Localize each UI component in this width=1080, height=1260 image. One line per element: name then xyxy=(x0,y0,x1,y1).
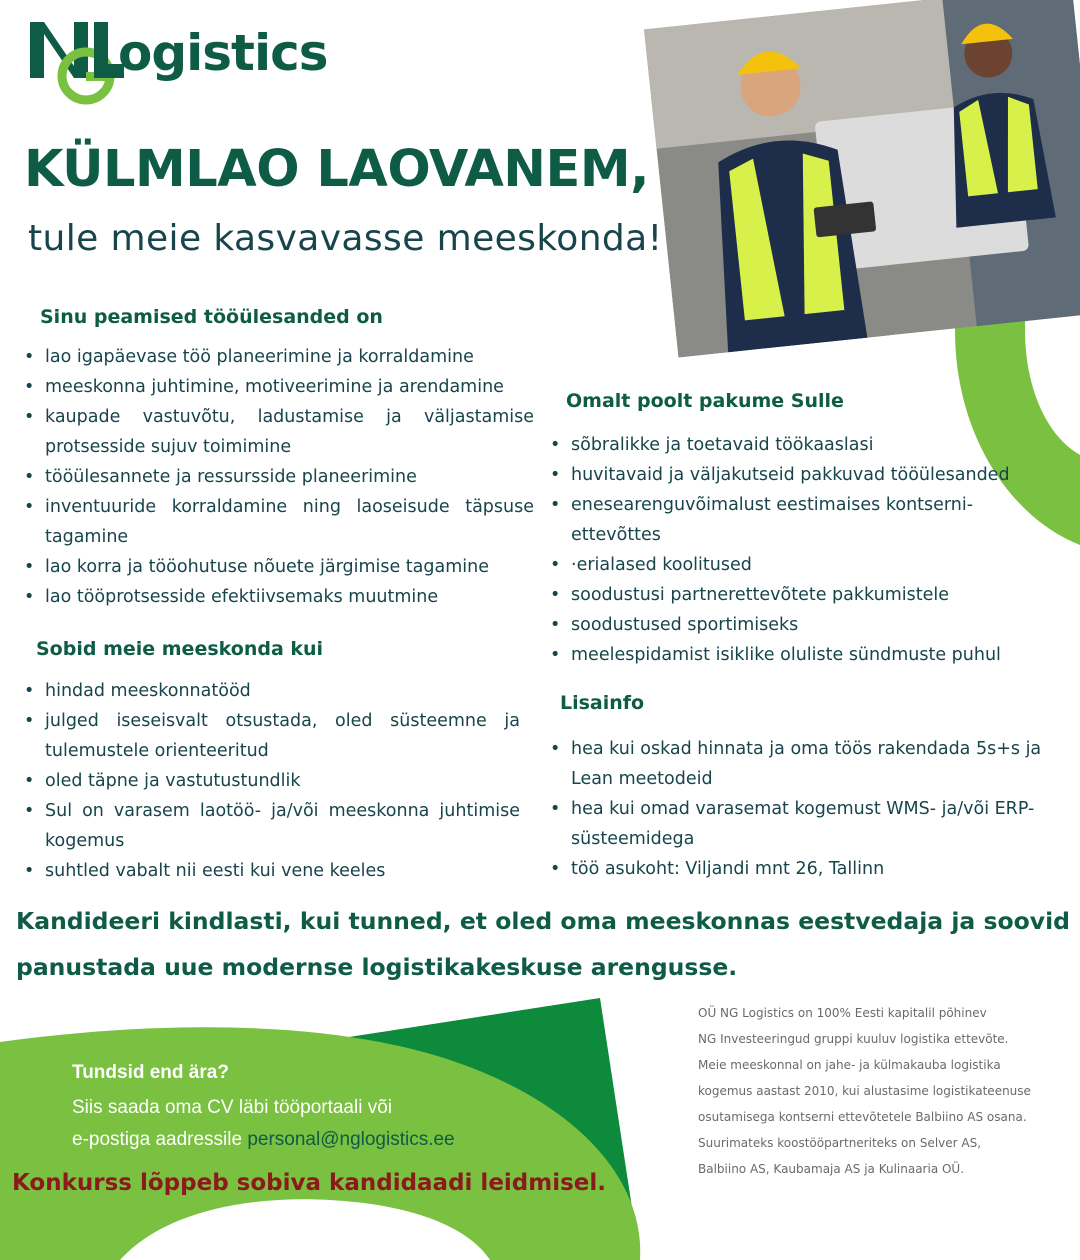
list-item: • suhtled vabalt nii eesti kui vene keeles xyxy=(24,856,520,886)
list-item: • hea kui omad varasemat kogemust WMS- ja/või ERP-süsteemidega xyxy=(550,794,1072,854)
list-item: • inventuuride korraldamine ning laoseisude täpsuse tagamine xyxy=(24,492,534,552)
company-line: Balbiino AS, Kaubamaja AS ja Kulinaaria OÜ. xyxy=(698,1162,965,1176)
list-item: • hindad meeskonnatööd xyxy=(24,676,520,706)
list-item: • oled täpne ja vastutustundlik xyxy=(24,766,520,796)
offer-list xyxy=(550,430,1050,670)
list-item: • lao korra ja tööohutuse nõuete järgimise tagamine xyxy=(24,552,534,582)
company-line: kogemus aastast 2010, kui alustasime logistikateenuse xyxy=(698,1084,1031,1098)
list-item: • Sul on varasem laotöö- ja/või meeskonna juhtimise kogemus xyxy=(24,796,520,856)
company-line: Suurimateks koostööpartneriteks on Selver AS, xyxy=(698,1136,982,1150)
list-item: • huvitavaid ja väljakutseid pakkuvad tööülesanded xyxy=(550,460,1050,490)
company-info xyxy=(698,1000,1058,1182)
list-item: • lao igapäevase töö planeerimine ja korraldamine xyxy=(24,342,534,372)
list-item: • enesearenguvõimalust eestimaises kontserni-ettevõttes xyxy=(550,490,1000,550)
company-line: Meie meeskonnal on jahe- ja külmakauba logistika xyxy=(698,1058,1001,1072)
logo-text: ogistics xyxy=(118,24,328,82)
list-item: • tööülesannete ja ressursside planeerimine xyxy=(24,462,534,492)
info-title: Lisainfo xyxy=(560,692,645,714)
list-item: • töö asukoht: Viljandi mnt 26, Tallinn xyxy=(550,854,1072,884)
list-item: • ·erialased koolitused xyxy=(550,550,1050,580)
workers-photo xyxy=(644,0,1080,358)
duties-list xyxy=(24,342,534,612)
list-item: • meeskonna juhtimine, motiveerimine ja arendamine xyxy=(24,372,534,402)
list-item: • julged iseseisvalt otsustada, oled süsteemne ja tulemustele orienteeritud xyxy=(24,706,520,766)
list-item: • hea kui oskad hinnata ja oma töös rakendada 5s+s ja Lean meetodeid xyxy=(550,734,1072,794)
cta-line: Siis saada oma CV läbi tööportaali või xyxy=(72,1097,393,1118)
offer-title: Omalt poolt pakume Sulle xyxy=(566,390,844,412)
list-item: • kaupade vastuvõtu, ladustamise ja väljastamise protsesside sujuv toimimine xyxy=(24,402,534,462)
cta-line-prefix: e-postiga aadressile xyxy=(72,1129,248,1150)
list-item: • meelespidamist isiklike oluliste sündmuste puhul xyxy=(550,640,1050,670)
page-subtitle: tule meie kasvavasse meeskonda! xyxy=(28,218,663,259)
company-line: OÜ NG Logistics on 100% Eesti kapitalil põhinev xyxy=(698,1006,987,1020)
closing-note: Konkurss lõppeb sobiva kandidaadi leidmisel. xyxy=(12,1170,607,1196)
fit-title: Sobid meie meeskonda kui xyxy=(36,638,324,660)
apply-callout: Kandideeri kindlasti, kui tunned, et oled oma meeskonnas eestvedaja ja soovid panustada uue modernse logistikakeskuse arengusse. xyxy=(16,907,1070,981)
info-list xyxy=(550,734,1072,884)
cta-line xyxy=(72,1124,532,1156)
list-item: • sõbralikke ja toetavaid töökaaslasi xyxy=(550,430,1050,460)
cta-title: Tundsid end ära? xyxy=(72,1062,229,1083)
duties-title: Sinu peamised tööülesanded on xyxy=(40,306,383,328)
company-line: NG Investeeringud gruppi kuuluv logistika ettevõte. xyxy=(698,1032,1009,1046)
company-line: osutamisega kontserni ettevõtetele Balbiino AS osana. xyxy=(698,1110,1027,1124)
cta-body xyxy=(72,1092,532,1156)
email-link[interactable]: personal@nglogistics.ee xyxy=(247,1129,455,1150)
list-item: • soodustused sportimiseks xyxy=(550,610,1050,640)
list-item: • soodustusi partnerettevõtete pakkumistele xyxy=(550,580,1050,610)
fit-list xyxy=(24,676,520,886)
page-title: KÜLMLAO LAOVANEM, xyxy=(24,140,649,199)
list-item: • lao tööprotsesside efektiivsemaks muutmine xyxy=(24,582,534,612)
